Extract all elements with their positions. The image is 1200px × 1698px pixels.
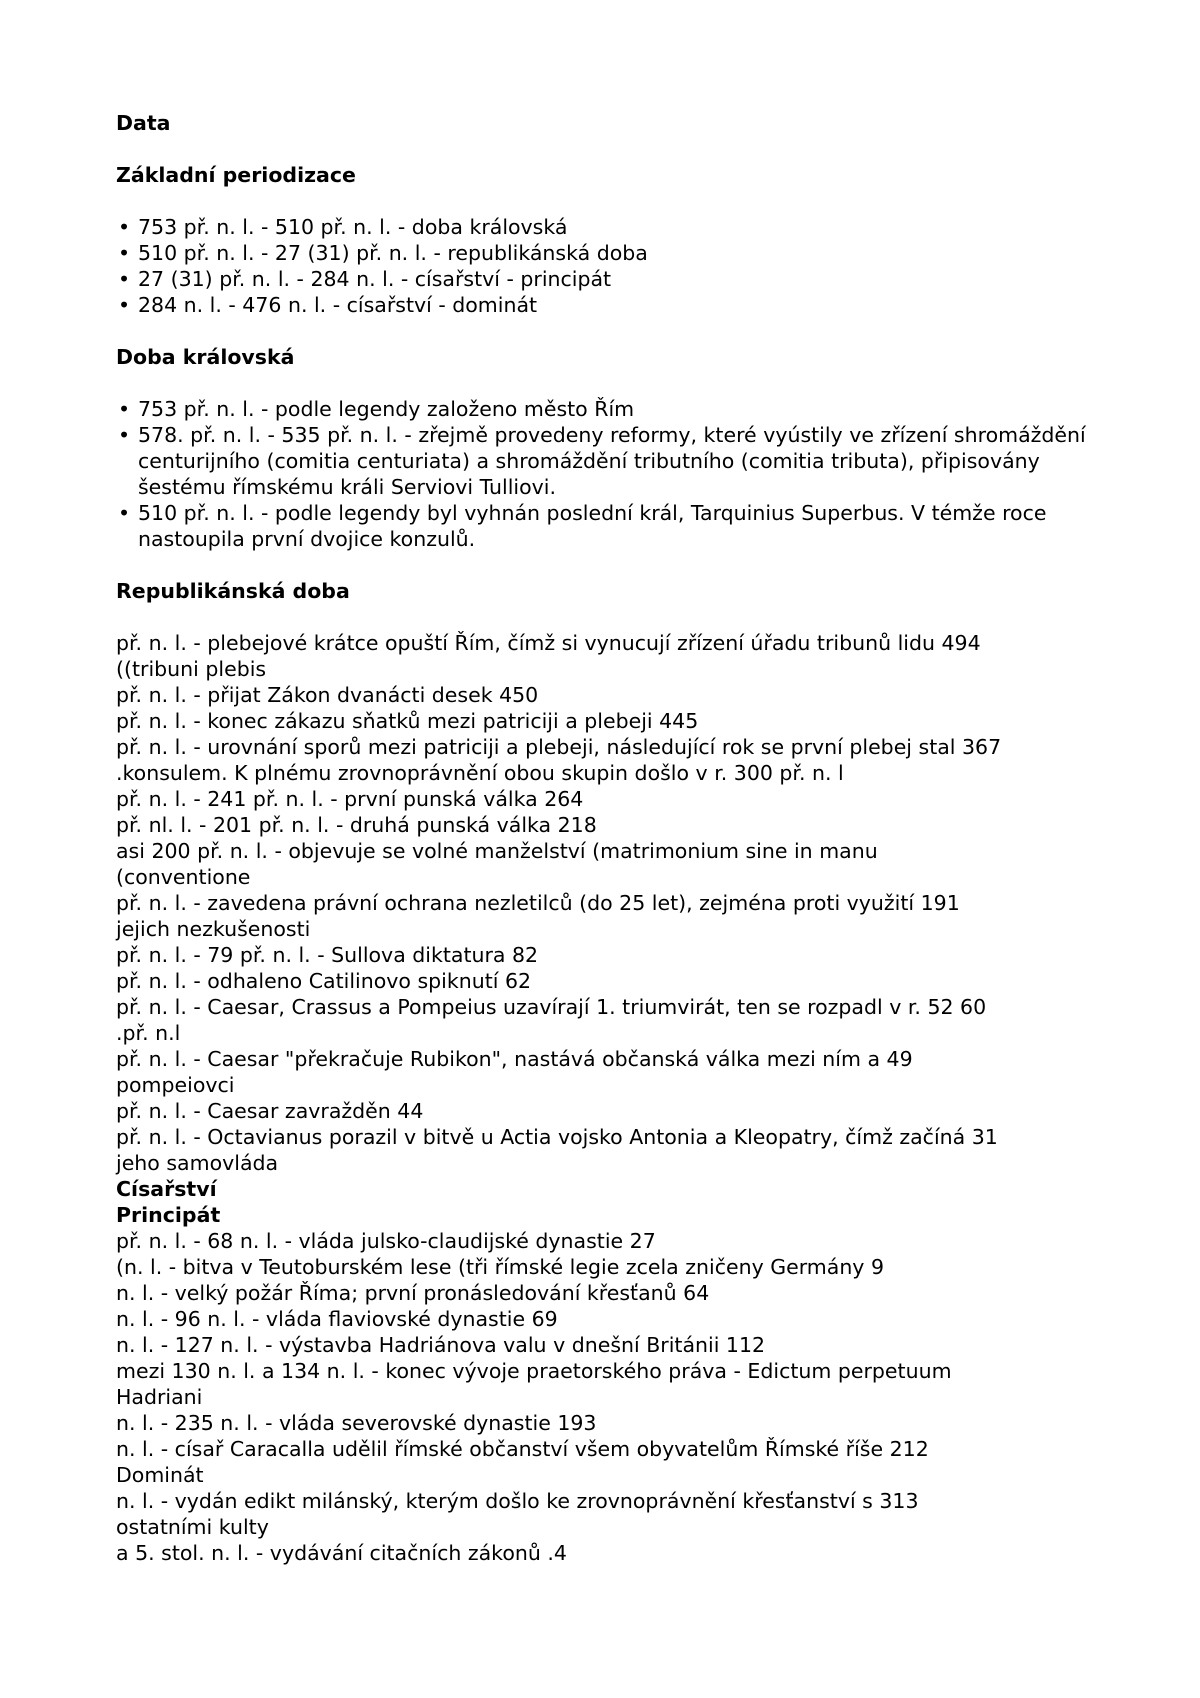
- list-item: n. l. - 127 n. l. - výstavba Hadriánova valu v dnešní Británii 112: [116, 1333, 766, 1357]
- document-body: [116, 110, 1116, 1566]
- list-item: jeho samovláda: [116, 1151, 279, 1175]
- dominate-label: Dominát: [116, 1463, 204, 1487]
- kingdom-list: [116, 396, 1116, 552]
- list-item: (n. l. - bitva v Teutoburském lese (tři římské legie zcela zničeny Germány 9: [116, 1255, 884, 1279]
- document-title: Data: [116, 111, 171, 135]
- list-item: př. n. l. - urovnání sporů mezi patriciji a plebeji, následující rok se první plebej stal 367: [116, 735, 1002, 759]
- list-item: př. n. l. - 68 n. l. - vláda julsko-claudijské dynastie 27: [116, 1229, 656, 1253]
- list-item: př. n. l. - přijat Zákon dvanácti desek 450: [116, 683, 539, 707]
- list-item: • 284 n. l. - 476 n. l. - císařství - dominát: [116, 292, 1116, 318]
- list-item: (conventione: [116, 865, 251, 889]
- list-item: • 510 př. n. l. - podle legendy byl vyhnán poslední král, Tarquinius Superbus. V témže roce nastoupila první dvojice konzulů.: [116, 500, 1116, 552]
- list-item: n. l. - 96 n. l. - vláda flaviovské dynastie 69: [116, 1307, 558, 1331]
- list-item: př. n. l. - Octavianus porazil v bitvě u Actia vojsko Antonia a Kleopatry, čímž začíná 31: [116, 1125, 998, 1149]
- list-item: • 578. př. n. l. - 535 př. n. l. - zřejmě provedeny reformy, které vyústily ve zřízení shromáždění centurijního (comitia centuriata) a shromáždění tributního (comitia tributa), připisovány šestému římskému králi Serviovi Tulliovi.: [116, 422, 1116, 500]
- dominate-list: [116, 1488, 1116, 1566]
- heading-kingdom: Doba královská: [116, 345, 295, 369]
- heading-republic: Republikánská doba: [116, 579, 350, 603]
- list-item: př. n. l. - 241 př. n. l. - první punská válka 264: [116, 787, 584, 811]
- list-item: a 5. stol. n. l. - vydávání citačních zákonů .4: [116, 1541, 567, 1565]
- list-item: Hadriani: [116, 1385, 203, 1409]
- list-item: př. n. l. - konec zákazu sňatků mezi patriciji a plebeji 445: [116, 709, 699, 733]
- list-item: př. n. l. - Caesar zavražděn 44: [116, 1099, 424, 1123]
- list-item: • 753 př. n. l. - 510 př. n. l. - doba královská: [116, 214, 1116, 240]
- list-item: př. n. l. - odhaleno Catilinovo spiknutí 62: [116, 969, 532, 993]
- list-item: • 27 (31) př. n. l. - 284 n. l. - císařství - principát: [116, 266, 1116, 292]
- list-item: • 510 př. n. l. - 27 (31) př. n. l. - republikánská doba: [116, 240, 1116, 266]
- list-item: .konsulem. K plnému zrovnoprávnění obou skupin došlo v r. 300 př. n. l: [116, 761, 844, 785]
- list-item: n. l. - 235 n. l. - vláda severovské dynastie 193: [116, 1411, 597, 1435]
- list-item: př. n. l. - Caesar "překračuje Rubikon", nastává občanská válka mezi ním a 49: [116, 1047, 913, 1071]
- list-item: pompeiovci: [116, 1073, 235, 1097]
- list-item: n. l. - císař Caracalla udělil římské občanství všem obyvatelům Římské říše 212: [116, 1437, 929, 1461]
- periodization-list: [116, 214, 1116, 318]
- list-item: n. l. - vydán edikt milánský, kterým došlo ke zrovnoprávnění křesťanství s 313: [116, 1489, 919, 1513]
- list-item: ((tribuni plebis: [116, 657, 267, 681]
- republic-list: [116, 630, 1116, 1176]
- list-item: • 753 př. n. l. - podle legendy založeno město Řím: [116, 396, 1116, 422]
- list-item: n. l. - velký požár Říma; první pronásledování křesťanů 64: [116, 1281, 710, 1305]
- list-item: jejich nezkušenosti: [116, 917, 311, 941]
- list-item: př. n. l. - Caesar, Crassus a Pompeius uzavírají 1. triumvirát, ten se rozpadl v r. 52 60: [116, 995, 987, 1019]
- heading-periodization: Základní periodizace: [116, 163, 356, 187]
- list-item: př. n. l. - 79 př. n. l. - Sullova diktatura 82: [116, 943, 539, 967]
- list-item: mezi 130 n. l. a 134 n. l. - konec vývoje praetorského práva - Edictum perpetuum: [116, 1359, 952, 1383]
- list-item: př. n. l. - zavedena právní ochrana nezletilců (do 25 let), zejména proti využití 191: [116, 891, 960, 915]
- list-item: př. nl. l. - 201 př. n. l. - druhá punská válka 218: [116, 813, 597, 837]
- list-item: asi 200 př. n. l. - objevuje se volné manželství (matrimonium sine in manu: [116, 839, 878, 863]
- principate-list: [116, 1228, 1116, 1462]
- list-item: ostatními kulty: [116, 1515, 269, 1539]
- heading-principate: Principát: [116, 1203, 221, 1227]
- list-item: př. n. l. - plebejové krátce opuští Řím, čímž si vynucují zřízení úřadu tribunů lidu 494: [116, 631, 981, 655]
- heading-empire: Císařství: [116, 1177, 217, 1201]
- list-item: .př. n.l: [116, 1021, 181, 1045]
